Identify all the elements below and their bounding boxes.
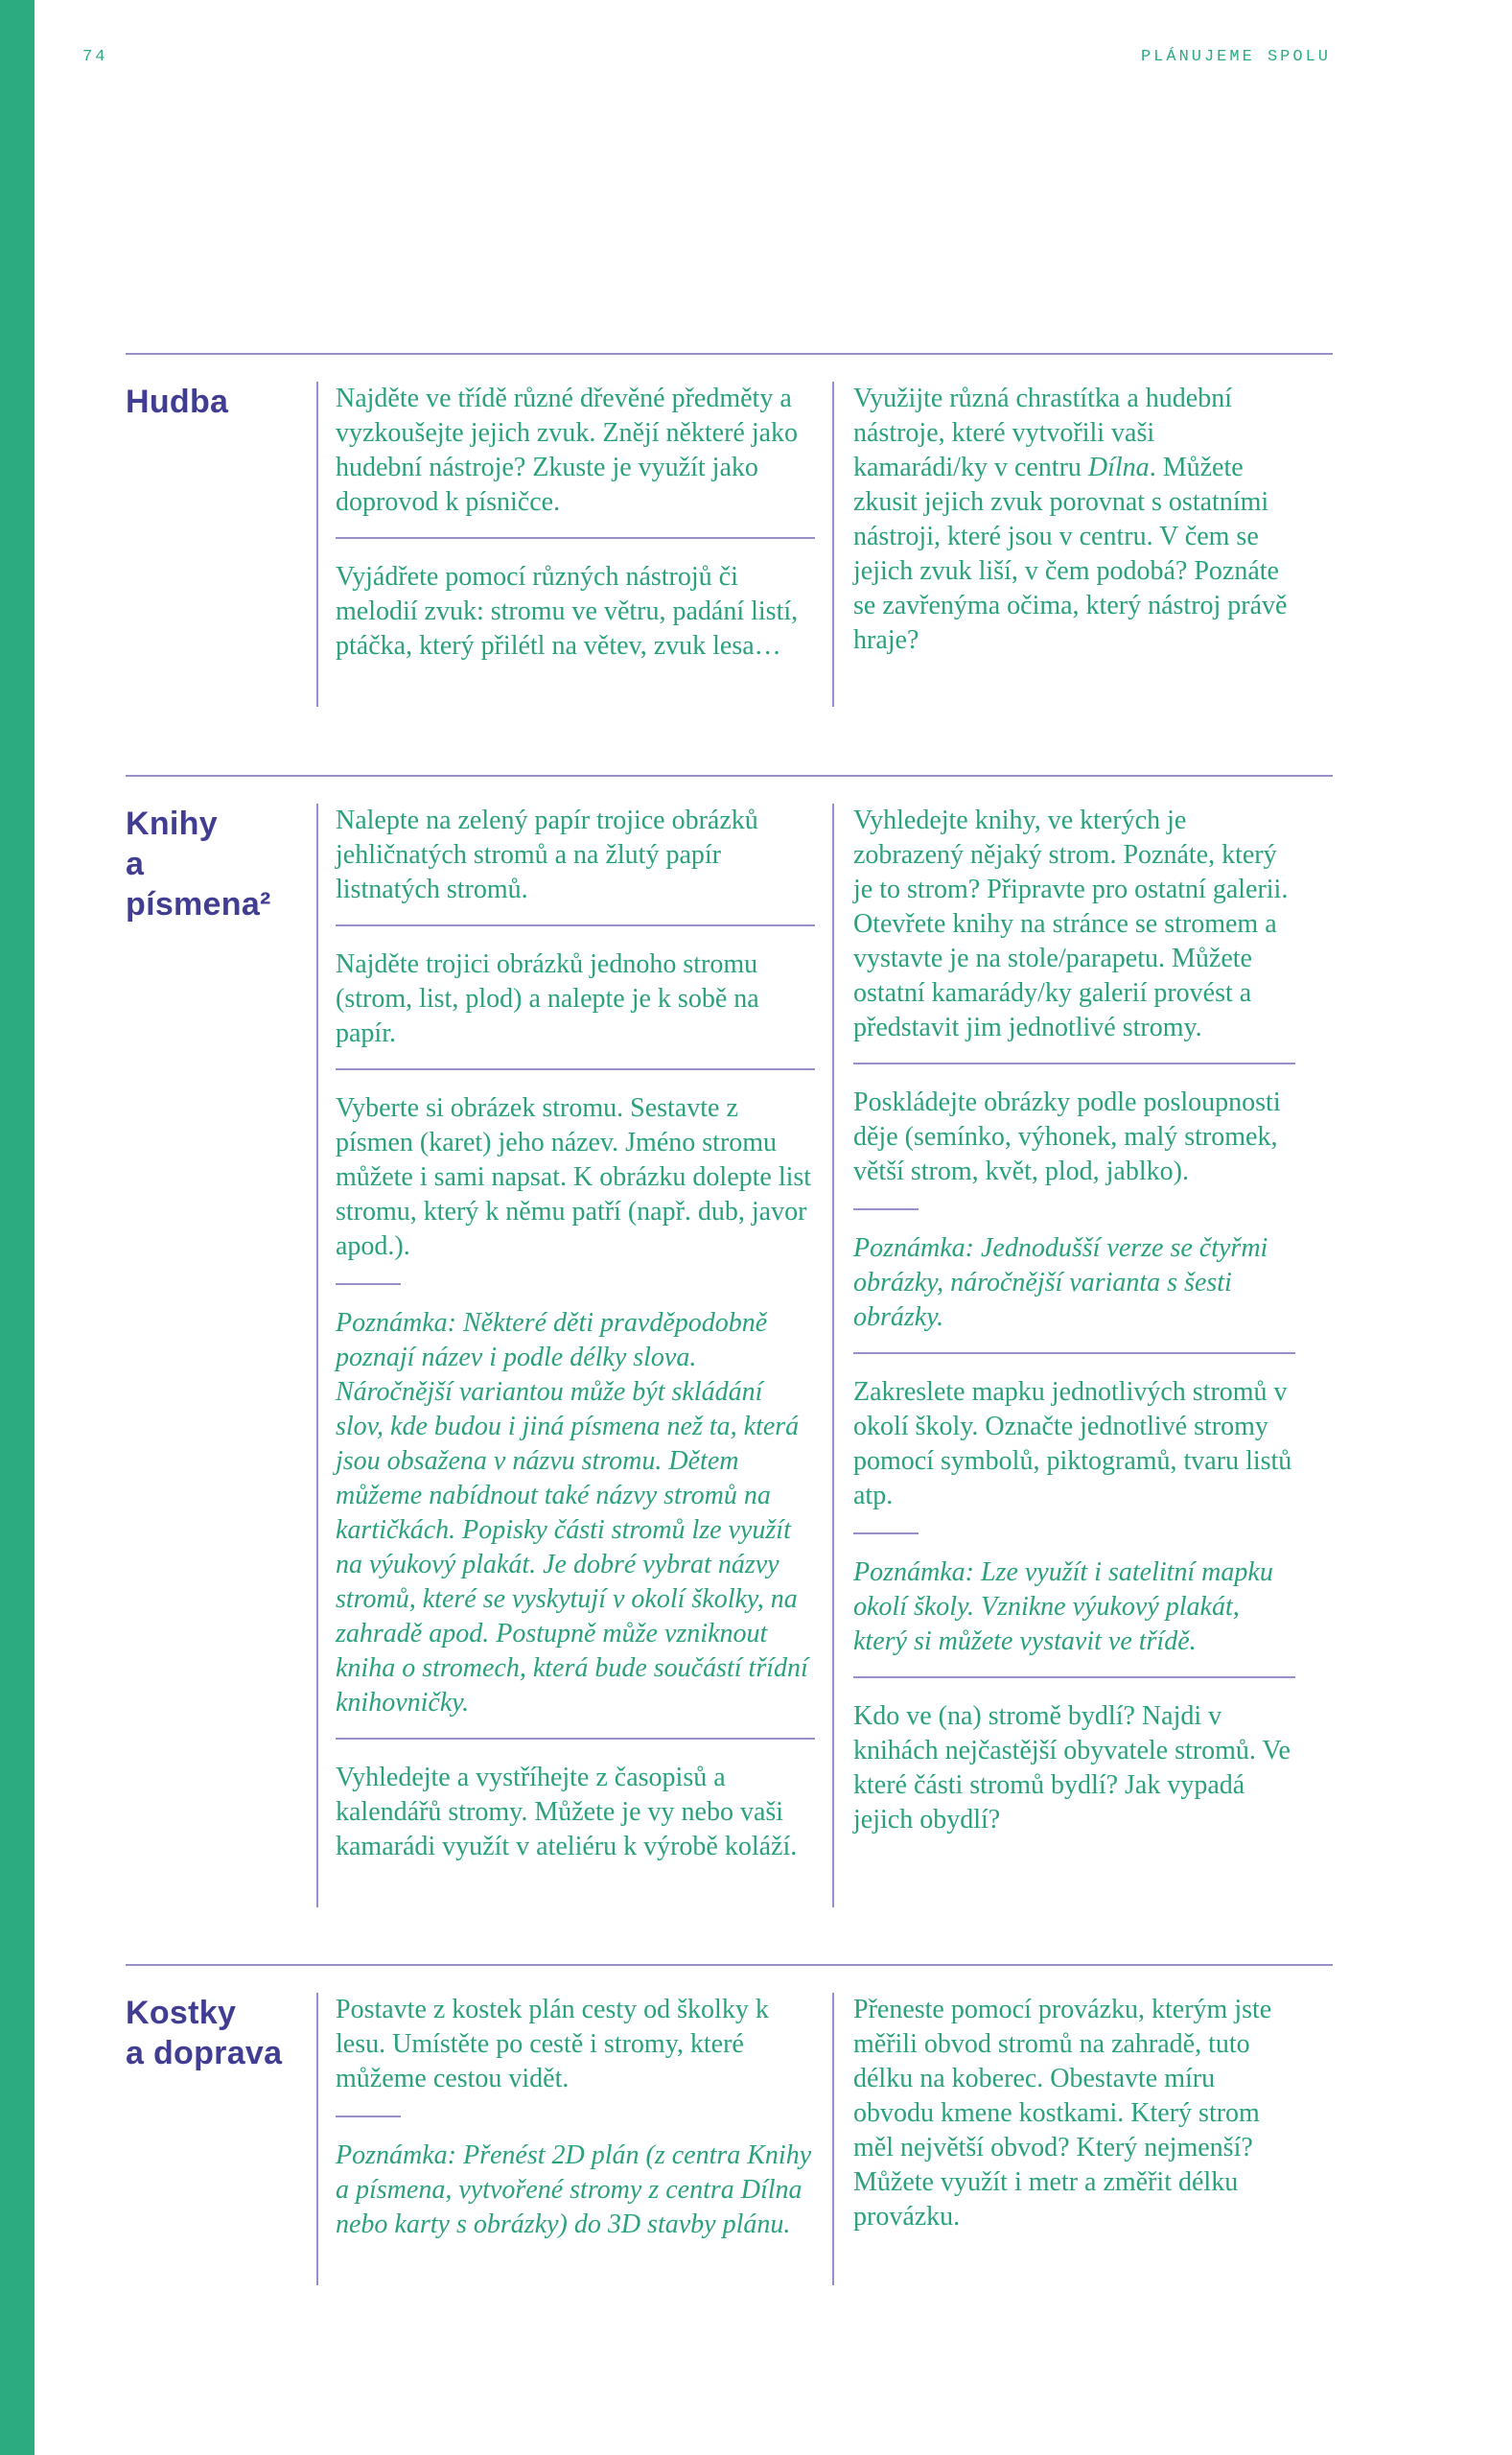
paragraph-divider [853,1063,1295,1064]
text-run: Vyberte si obrázek stromu. Sestavte z písmen (karet) jeho název. Jméno stromu můžete i sami napsat. K obrázku dolepte list stromu, který k němu patří (např. dub, javor apod.). [336,1093,812,1261]
text-paragraph [336,1761,815,1864]
page-content [82,0,1333,2455]
right-column [832,804,1297,1907]
note-paragraph [853,1231,1295,1335]
section-body [126,804,1333,1907]
section-knihy-a-pismena [126,775,1333,1907]
section-title [126,1993,297,2073]
text-run: Poznámka: Lze využít i satelitní mapku okolí školy. Vznikne výukový plakát, který si můžete vystavit ve třídě. [853,1557,1273,1656]
text-run: Vyhledejte knihy, ve kterých je zobrazený nějaký strom. Poznáte, který je to strom? Připravte pro ostatní galerii. Otevřete knihy na stránce se stromem a vystavte je na stole/parapetu. Můžete ostatní kamarády/ky galerií provést a představit jim jednotlivé stromy. [853,806,1289,1042]
paragraph-divider [336,537,815,539]
right-column [832,382,1297,707]
text-paragraph [853,804,1295,1045]
italic-term: Dílna [1087,453,1150,482]
section-title-line: Knihy [126,806,218,842]
text-paragraph [853,1375,1295,1513]
paragraph-divider [336,924,815,926]
page-header [82,48,1331,66]
text-run: Nalepte na zelený papír trojice obrázků jehličnatých stromů a na žlutý papír listnatých stromů. [336,806,758,904]
left-column [316,804,832,1907]
left-column [316,382,832,707]
text-run: Postavte z kostek plán cesty od školky k lesu. Umístěte po cestě i stromy, které můžeme cestou vidět. [336,1995,769,2093]
paragraph-divider [336,1068,815,1070]
text-paragraph [853,1993,1295,2234]
heading-column [126,804,316,1907]
right-column [832,1993,1297,2285]
text-run: Poskládejte obrázky podle posloupnosti děje (semínko, výhonek, malý stromek, větší strom, květ, plod, jablko). [853,1087,1281,1186]
text-run: Najděte ve třídě různé dřevěné předměty a vyzkoušejte jejich zvuk. Znějí některé jako hudební nástroje? Zkuste je využít jako doprovod k písničce. [336,384,799,517]
left-column [316,1993,832,2285]
text-run: Poznámka: Jednodušší verze se čtyřmi obrázky, náročnější varianta s šesti obrázky. [853,1233,1268,1332]
text-run: Vyhledejte a vystříhejte z časopisů a kalendářů stromy. Můžete je vy nebo vaši kamarádi využít v ateliéru k výrobě koláží. [336,1763,798,1861]
note-divider [853,1208,919,1210]
text-paragraph [336,1993,815,2096]
paragraph-divider [853,1676,1295,1678]
text-paragraph [336,560,815,664]
section-title [126,804,297,924]
section-hudba [126,353,1333,707]
paragraph-divider [336,1738,815,1740]
section-body [126,1993,1333,2285]
text-paragraph [336,947,815,1051]
running-header: PLÁNUJEME SPOLU [1140,48,1331,66]
page-number: 74 [82,48,108,66]
section-title-line: a písmena² [126,846,271,923]
text-run: Najděte trojici obrázků jednoho stromu (strom, list, plod) a nalepte je k sobě na papír. [336,949,759,1048]
text-run: Zakreslete mapku jednotlivých stromů v okolí školy. Označte jednotlivé stromy pomocí symbolů, piktogramů, tvaru listů atp. [853,1377,1292,1510]
note-divider [336,2116,401,2117]
section-title-line: Hudba [126,384,229,420]
note-paragraph [853,1555,1295,1659]
section-title-line: a doprava [126,2035,283,2071]
note-divider [336,1283,401,1285]
paragraph-divider [853,1352,1295,1354]
spine-accent-bar [0,0,35,2455]
text-paragraph [853,1699,1295,1837]
text-run: Kdo ve (na) stromě bydlí? Najdi v knihách nejčastější obyvatele stromů. Ve které části stromů bydlí? Jak vypadá jejich obydlí? [853,1701,1291,1835]
text-paragraph [336,804,815,907]
text-paragraph [853,382,1295,658]
text-run: Využijte různá chrastítka a hudební nástroje, které vytvořili vaši kamarádi/ky v centru [853,384,1232,482]
heading-column [126,1993,316,2285]
text-paragraph [336,1091,815,1264]
section-body [126,382,1333,707]
text-run: Přeneste pomocí provázku, kterým jste měřili obvod stromů na zahradě, tuto délku na koberec. Obestavte míru obvodu kmene kostkami. Který strom měl největší obvod? Který nejmenší? Můžete využít i metr a změřit délku provázku. [853,1995,1272,2232]
note-divider [853,1532,919,1534]
section-title-line: Kostky [126,1995,237,2031]
text-run: . Můžete zkusit jejich zvuk porovnat s ostatními nástroji, které jsou v centru. V čem se jejich zvuk liší, v čem podobá? Poznáte se zavřenýma očima, který nástroj právě hraje? [853,453,1288,655]
text-paragraph [336,382,815,520]
note-paragraph [336,1306,815,1720]
text-run: Poznámka: Některé děti pravděpodobně poznají název i podle délky slova. Náročnější variantou může být skládání slov, kde budou i jiná písmena než ta, která jsou obsažena v názvu stromu. Dětem můžeme nabídnout také názvy stromů na kartičkách. Popisky části stromů lze využít na výukový plakát. Je dobré vybrat názvy stromů, které se vyskytují v okolí školky, na zahradě apod. Postupně může vzniknout kniha o stromech, která bude součástí třídní knihovničky. [336,1308,808,1718]
text-paragraph [853,1086,1295,1189]
section-kostky-a-doprava [126,1964,1333,2285]
note-paragraph [336,2139,815,2242]
section-title [126,382,297,422]
heading-column [126,382,316,707]
text-run: Vyjádřete pomocí různých nástrojů či melodií zvuk: stromu ve větru, padání listí, ptáčka, který přilétl na větev, zvuk lesa… [336,562,799,661]
text-run: Poznámka: Přenést 2D plán (z centra Knihy a písmena, vytvořené stromy z centra Dílna nebo karty s obrázky) do 3D stavby plánu. [336,2140,812,2239]
